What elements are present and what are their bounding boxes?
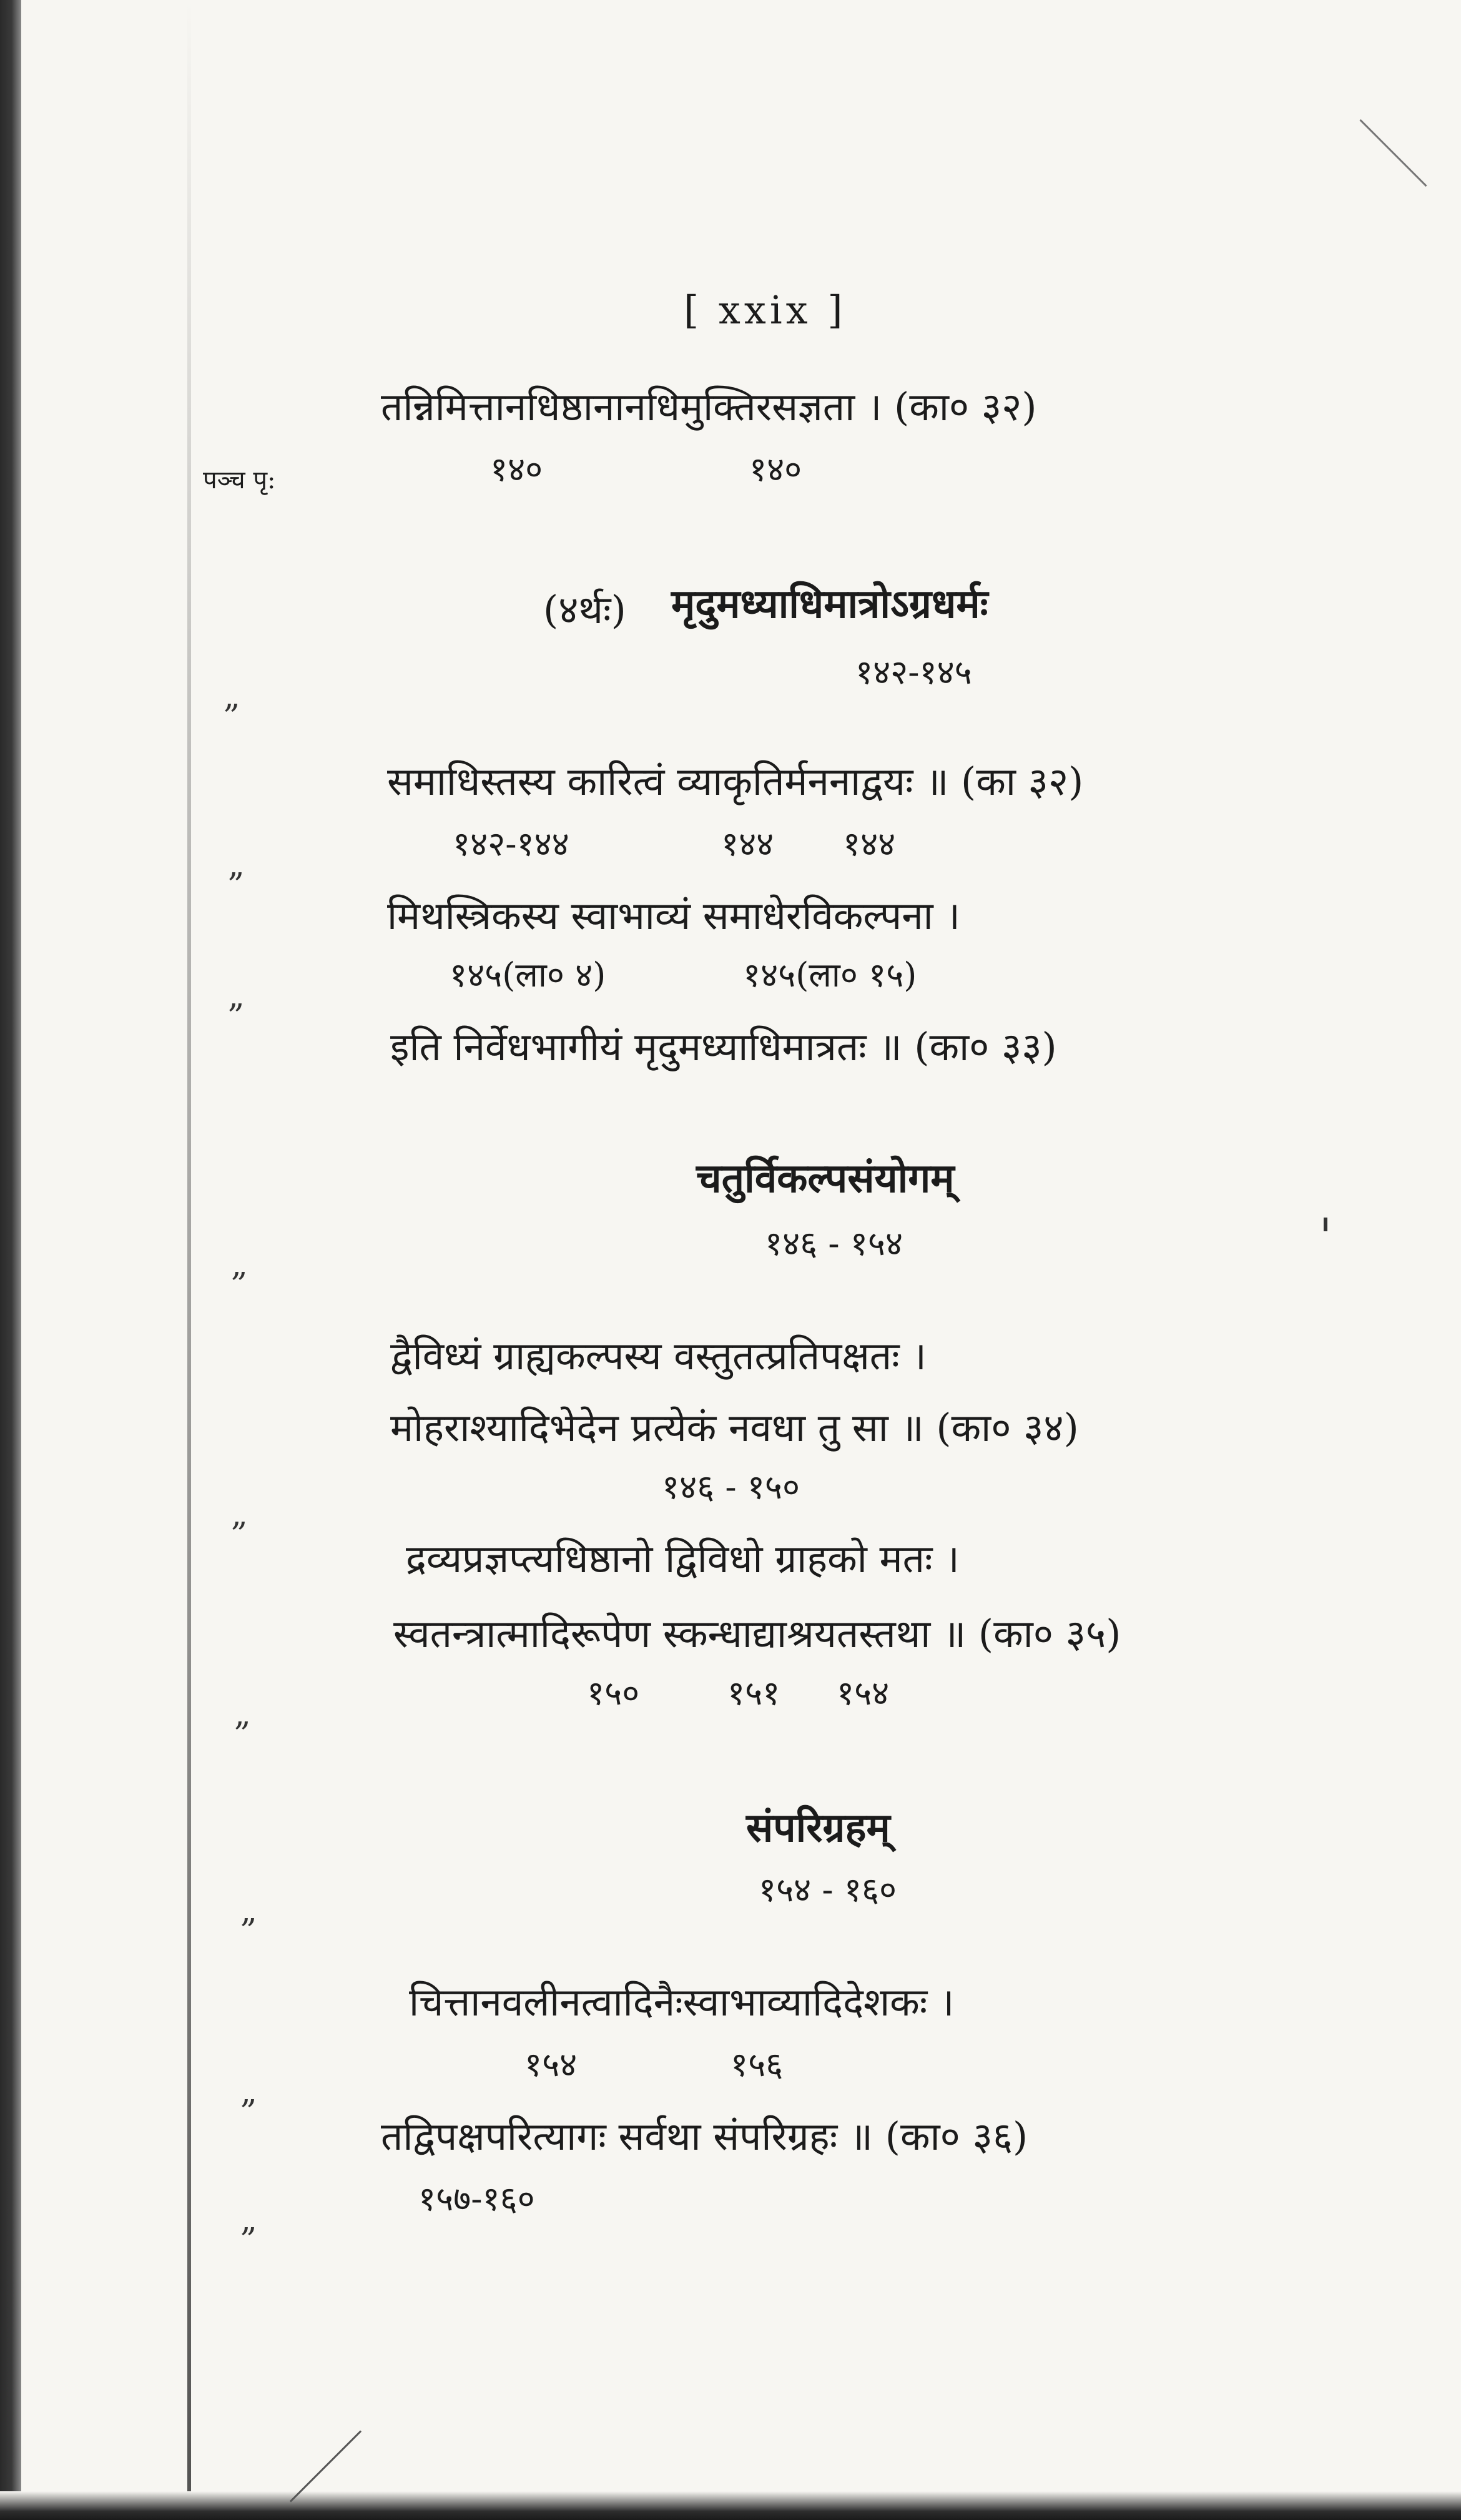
ditto-mark: „: [228, 978, 245, 1015]
page-ref-2b: १४४: [721, 824, 774, 864]
ditto-mark: „: [231, 1496, 248, 1533]
verse-line-10: तद्विपक्षपरित्यागः सर्वथा संपरिग्रहः ॥ (का० ३६): [381, 2114, 1028, 2159]
bottom-edge: [0, 2491, 1461, 2520]
ditto-mark: „: [240, 2074, 257, 2111]
page-ref-6: १४६ - १५०: [662, 1467, 800, 1507]
binding-shadow: [187, 0, 191, 2520]
section-pages-1: १४२-१४५: [855, 652, 972, 692]
page-ref-8a: १५०: [587, 1673, 640, 1713]
page-ref-1a: १४०: [490, 450, 543, 489]
verse-line-7: द्रव्यप्रज्ञप्त्यधिष्ठानो द्विविधो ग्राहको मतः ।: [406, 1536, 960, 1582]
scan-speck: [1324, 1218, 1327, 1231]
section-pages-3: १५४ - १६०: [759, 1870, 897, 1909]
verse-line-4: इति निर्वेधभागीयं मृदुमध्याधिमात्रतः ॥ (का० ३३): [390, 1024, 1057, 1070]
page-ref-1b: १४०: [749, 450, 802, 489]
ditto-mark: „: [224, 678, 240, 716]
verse-line-2: समाधिस्तस्य कारित्वं व्याकृतिर्मननाद्वयः ॥ (का ३२): [387, 759, 1084, 804]
page-number-header: [ xxix ]: [684, 287, 847, 333]
ditto-mark: „: [231, 1246, 248, 1284]
verse-line-5: द्वैविध्यं ग्राह्यकल्पस्य वस्तुतत्प्रतिपक्षतः ।: [390, 1333, 927, 1379]
scan-stroke: [1359, 119, 1427, 187]
verse-line-8: स्वतन्त्रात्मादिरूपेण स्कन्धाद्याश्रयतस्तथा ॥ (का० ३५): [393, 1611, 1121, 1656]
page-ref-9b: १५६: [730, 2045, 784, 2084]
verse-line-3: मिथस्त्रिकस्य स्वाभाव्यं समाधेरविकल्पना ।: [387, 893, 960, 938]
page-ref-10: १५७-१६०: [418, 2179, 535, 2218]
section-heading-2: चतुर्विकल्पसंयोगम्: [696, 1155, 955, 1202]
binding-edge: [0, 0, 21, 2520]
verse-line-6: मोहराश्यादिभेदेन प्रत्येकं नवधा तु सा ॥ (का० ३४): [390, 1405, 1079, 1450]
page-ref-2c: १४४: [843, 824, 896, 864]
ditto-mark: „: [240, 2202, 257, 2239]
ditto-mark: „: [228, 847, 245, 884]
verse-line-1: तन्निमित्तानधिष्ठानानधिमुक्तिरसज्ञता । (का० ३२): [381, 384, 1037, 430]
page-ref-8b: १५१: [727, 1673, 780, 1713]
page-ref-3a: १४५(ला० ४): [450, 955, 606, 995]
page-ref-9a: १५४: [524, 2045, 578, 2084]
ditto-mark: „: [240, 1892, 257, 1930]
section-heading-1: मृदुमध्याधिमात्रोऽग्रधर्मः: [671, 581, 988, 628]
section-heading-3: संपरिग्रहम्: [746, 1804, 890, 1851]
page-ref-2a: १४२-१४४: [453, 824, 569, 864]
page-ref-8c: १५४: [837, 1673, 890, 1713]
page-ref-3b: १४५(ला० १५): [743, 955, 917, 995]
section-pages-2: १४६ - १५४: [765, 1224, 903, 1263]
verse-line-9: चित्तानवलीनत्वादिनैःस्वाभाव्यादिदेशकः ।: [409, 1979, 955, 2025]
section-number: (४र्थः): [543, 587, 626, 632]
ditto-mark: „: [234, 1696, 251, 1733]
side-label: पञ्च पृ:: [203, 466, 276, 495]
